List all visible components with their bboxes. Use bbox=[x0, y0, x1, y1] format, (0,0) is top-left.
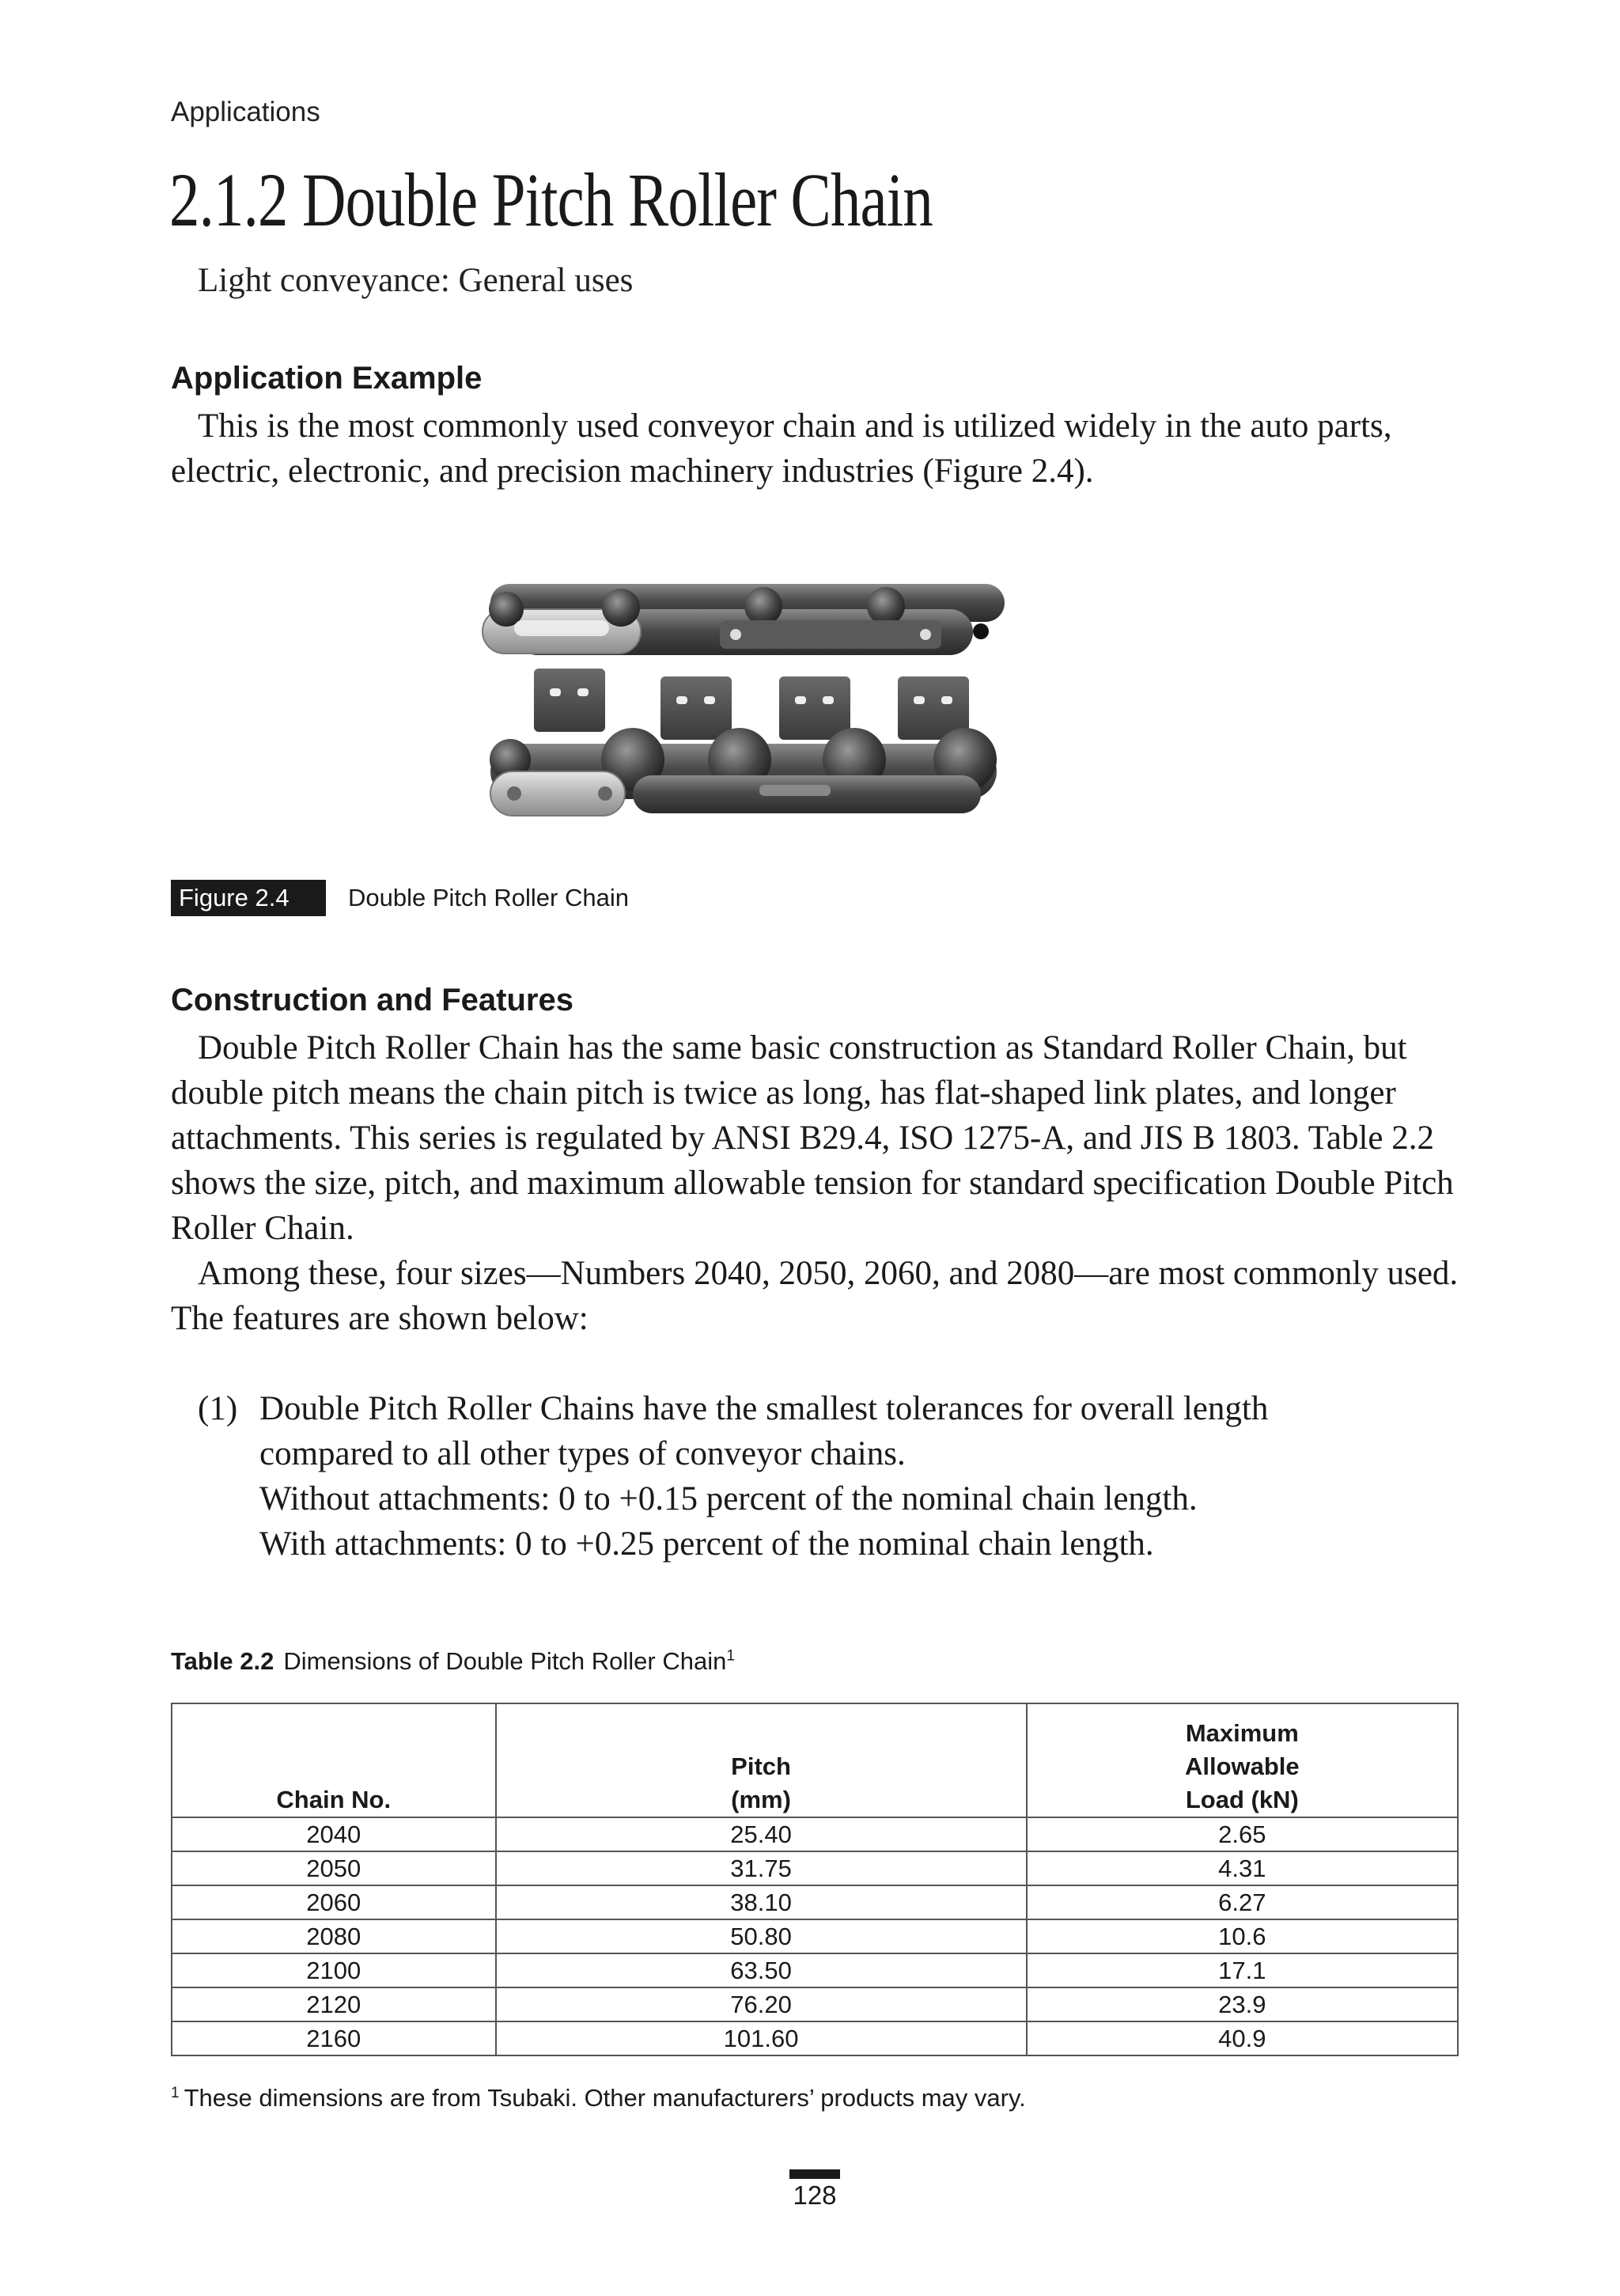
table-row bbox=[172, 1885, 1458, 1919]
table-row bbox=[172, 1987, 1458, 2021]
cell-max-load: 40.9 bbox=[1027, 2021, 1458, 2055]
cell-chain-no: 2080 bbox=[172, 1919, 496, 1953]
header-load-line-1: Maximum bbox=[1185, 1719, 1299, 1747]
cell-pitch: 38.10 bbox=[496, 1885, 1027, 1919]
cell-chain-no: 2160 bbox=[172, 2021, 496, 2055]
construction-paragraph-1-text: Double Pitch Roller Chain has the same basic construction as Standard Roller Chain, but double pitch means the chain pitch is twice as long, has flat-shaped link plates, and longer attachments. This series is regulated by ANSI B29.4, ISO 1275-A, and JIS B 1803. Table 2.2 shows the size, pitch, and maximum allowable tension for standard specification Double Pitch Roller Chain. bbox=[171, 1029, 1454, 1247]
footnote-marker: 1 bbox=[171, 2084, 180, 2101]
cell-pitch: 31.75 bbox=[496, 1851, 1027, 1885]
header-pitch bbox=[496, 1703, 1027, 1817]
chain-photo-illustration bbox=[467, 562, 1139, 870]
cell-chain-no: 2100 bbox=[172, 1953, 496, 1987]
chain-figure bbox=[467, 562, 1139, 870]
header-max-load bbox=[1027, 1703, 1458, 1817]
application-paragraph-text: This is the most commonly used conveyor chain and is utilized widely in the auto parts, electric, electronic, and precision machinery industries (Figure 2.4). bbox=[171, 407, 1392, 490]
cell-max-load: 10.6 bbox=[1027, 1919, 1458, 1953]
cell-chain-no: 2120 bbox=[172, 1987, 496, 2021]
table-header-row bbox=[172, 1703, 1458, 1817]
table-row bbox=[172, 1919, 1458, 1953]
figure-caption: Double Pitch Roller Chain bbox=[348, 884, 629, 911]
cell-chain-no: 2060 bbox=[172, 1885, 496, 1919]
page-number-bar bbox=[789, 2169, 840, 2179]
footnote bbox=[171, 2084, 1026, 2112]
construction-heading: Construction and Features bbox=[171, 983, 573, 1017]
table-caption-superscript: 1 bbox=[726, 1647, 735, 1665]
figure-label: Figure 2.4 bbox=[171, 880, 326, 916]
table-caption bbox=[171, 1647, 735, 1676]
section-title: 2.1.2 Double Pitch Roller Chain bbox=[169, 157, 933, 242]
section-subtitle: Light conveyance: General uses bbox=[198, 262, 634, 299]
cell-max-load: 2.65 bbox=[1027, 1817, 1458, 1851]
cell-pitch: 50.80 bbox=[496, 1919, 1027, 1953]
cell-pitch: 76.20 bbox=[496, 1987, 1027, 2021]
cell-max-load: 23.9 bbox=[1027, 1987, 1458, 2021]
cell-pitch: 25.40 bbox=[496, 1817, 1027, 1851]
top-chain bbox=[483, 584, 1005, 655]
construction-paragraph-2 bbox=[171, 1251, 1468, 1341]
list-number: (1) bbox=[198, 1390, 238, 1427]
feature-list-item-1 bbox=[198, 1386, 1479, 1567]
construction-paragraph-2-text: Among these, four sizes—Numbers 2040, 2050, 2060, and 2080—are most commonly used. The features are shown below: bbox=[171, 1255, 1459, 1337]
header-chain-no bbox=[172, 1703, 496, 1817]
table-row bbox=[172, 1817, 1458, 1851]
cell-max-load: 4.31 bbox=[1027, 1851, 1458, 1885]
application-heading: Application Example bbox=[171, 361, 483, 396]
list-line-1: Double Pitch Roller Chains have the smallest tolerances for overall length bbox=[259, 1390, 1269, 1427]
header-chain-no-text: Chain No. bbox=[276, 1786, 392, 1813]
application-paragraph bbox=[171, 404, 1468, 494]
table-caption-text: Dimensions of Double Pitch Roller Chain bbox=[283, 1647, 727, 1675]
page-number: 128 bbox=[793, 2180, 837, 2210]
cell-pitch: 101.60 bbox=[496, 2021, 1027, 2055]
list-line-4: With attachments: 0 to +0.25 percent of the nominal chain length. bbox=[259, 1525, 1154, 1563]
bottom-chain bbox=[490, 669, 997, 816]
table-row bbox=[172, 1851, 1458, 1885]
list-line-3: Without attachments: 0 to +0.15 percent of the nominal chain length. bbox=[259, 1480, 1198, 1517]
table-label: Table 2.2 bbox=[171, 1647, 274, 1675]
cell-max-load: 17.1 bbox=[1027, 1953, 1458, 1987]
table-row bbox=[172, 2021, 1458, 2055]
table-row bbox=[172, 1953, 1458, 1987]
cell-pitch: 63.50 bbox=[496, 1953, 1027, 1987]
running-head: Applications bbox=[171, 97, 320, 127]
footnote-text: These dimensions are from Tsubaki. Other manufacturers’ products may vary. bbox=[184, 2084, 1026, 2112]
cell-chain-no: 2050 bbox=[172, 1851, 496, 1885]
cell-chain-no: 2040 bbox=[172, 1817, 496, 1851]
header-load-line-3: Load (kN) bbox=[1185, 1786, 1299, 1813]
header-load-line-2: Allowable bbox=[1184, 1752, 1300, 1780]
dimensions-table bbox=[171, 1703, 1459, 2056]
header-pitch-line-2: (mm) bbox=[731, 1786, 791, 1813]
list-line-2: compared to all other types of conveyor chains. bbox=[259, 1435, 906, 1472]
construction-paragraph-1 bbox=[171, 1025, 1468, 1251]
header-pitch-line-1: Pitch bbox=[731, 1752, 791, 1780]
cell-max-load: 6.27 bbox=[1027, 1885, 1458, 1919]
